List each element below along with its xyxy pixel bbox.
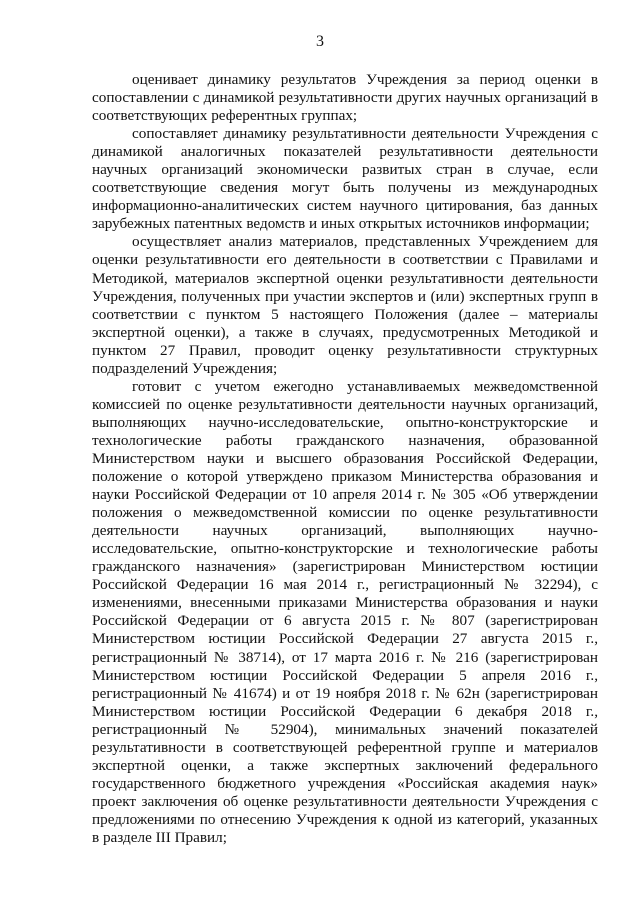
document-body (92, 71, 598, 847)
paragraph-prepares-conclusion: готовит с учетом ежегодно устанавливаемых межведомственной комиссией по оценке результативности деятельности научных организаций, выполняющих научно-исследовательские, опытно-конструкторские и технологические работы гражданского назначения, образованной Министерством науки и высшего образования Российской Федерации, положение о которой утверждено приказом Министерства образования и науки Российской Федерации от 10 апреля 2014 г. № 305 «Об утверждении положения о межведомственной комиссии по оценке результативности деятельности научных организаций, выполняющих научно-исследовательские, опытно-конструкторские и технологические работы гражданского назначения» (зарегистрирован Министерством юстиции Российской Федерации 16 мая 2014 г., регистрационный № 32294), с изменениями, внесенными приказами Министерства образования и науки Российской Федерации от 6 августа 2015 г. № 807 (зарегистрирован Министерством юстиции Российской Федерации 27 августа 2015 г., регистрационный № 38714), от 17 марта 2016 г. № 216 (зарегистрирован Министерством юстиции Российской Федерации 5 апреля 2016 г., регистрационный № 41674) и от 19 ноября 2018 г. № 62н (зарегистрирован Министерством юстиции Российской Федерации 6 декабря 2018 г., регистрационный № 52904), минимальных значений показателей результативности в соответствующей референтной группе и материалов экспертной оценки, а также экспертных заключений федерального государственного бюджетного учреждения «Российская академия наук» проект заключения об оценке результативности деятельности Учреждения с предложениями по отнесению Учреждения к одной из категорий, указанных в разделе III Правил; (92, 377, 598, 846)
page-number: 3 (316, 33, 324, 50)
paragraph-analyzes-materials: осуществляет анализ материалов, представленных Учреждением для оценки результативности его деятельности в соответствии с Правилами и Методикой, материалов экспертной оценки результативности деятельности Учреждения, полученных при участии экспертов и (или) экспертных групп в соответствии с пунктом 5 настоящего Положения (далее – материалы экспертной оценки), а также в случаях, предусмотренных Методикой и пунктом 27 Правил, проводит оценку результативности структурных подразделений Учреждения; (92, 233, 598, 377)
paragraph-evaluates-dynamics: оценивает динамику результатов Учреждения за период оценки в сопоставлении с динамикой результативности других научных организаций в соответствующих референтных группах; (92, 71, 598, 125)
paragraph-compares-dynamics: сопоставляет динамику результативности деятельности Учреждения с динамикой аналогичных показателей результативности деятельности научных организаций экономически развитых стран в случае, если соответствующие сведения могут быть получены из международных информационно-аналитических систем научного цитирования, баз данных зарубежных патентных ведомств и иных открытых источников информации; (92, 125, 598, 233)
